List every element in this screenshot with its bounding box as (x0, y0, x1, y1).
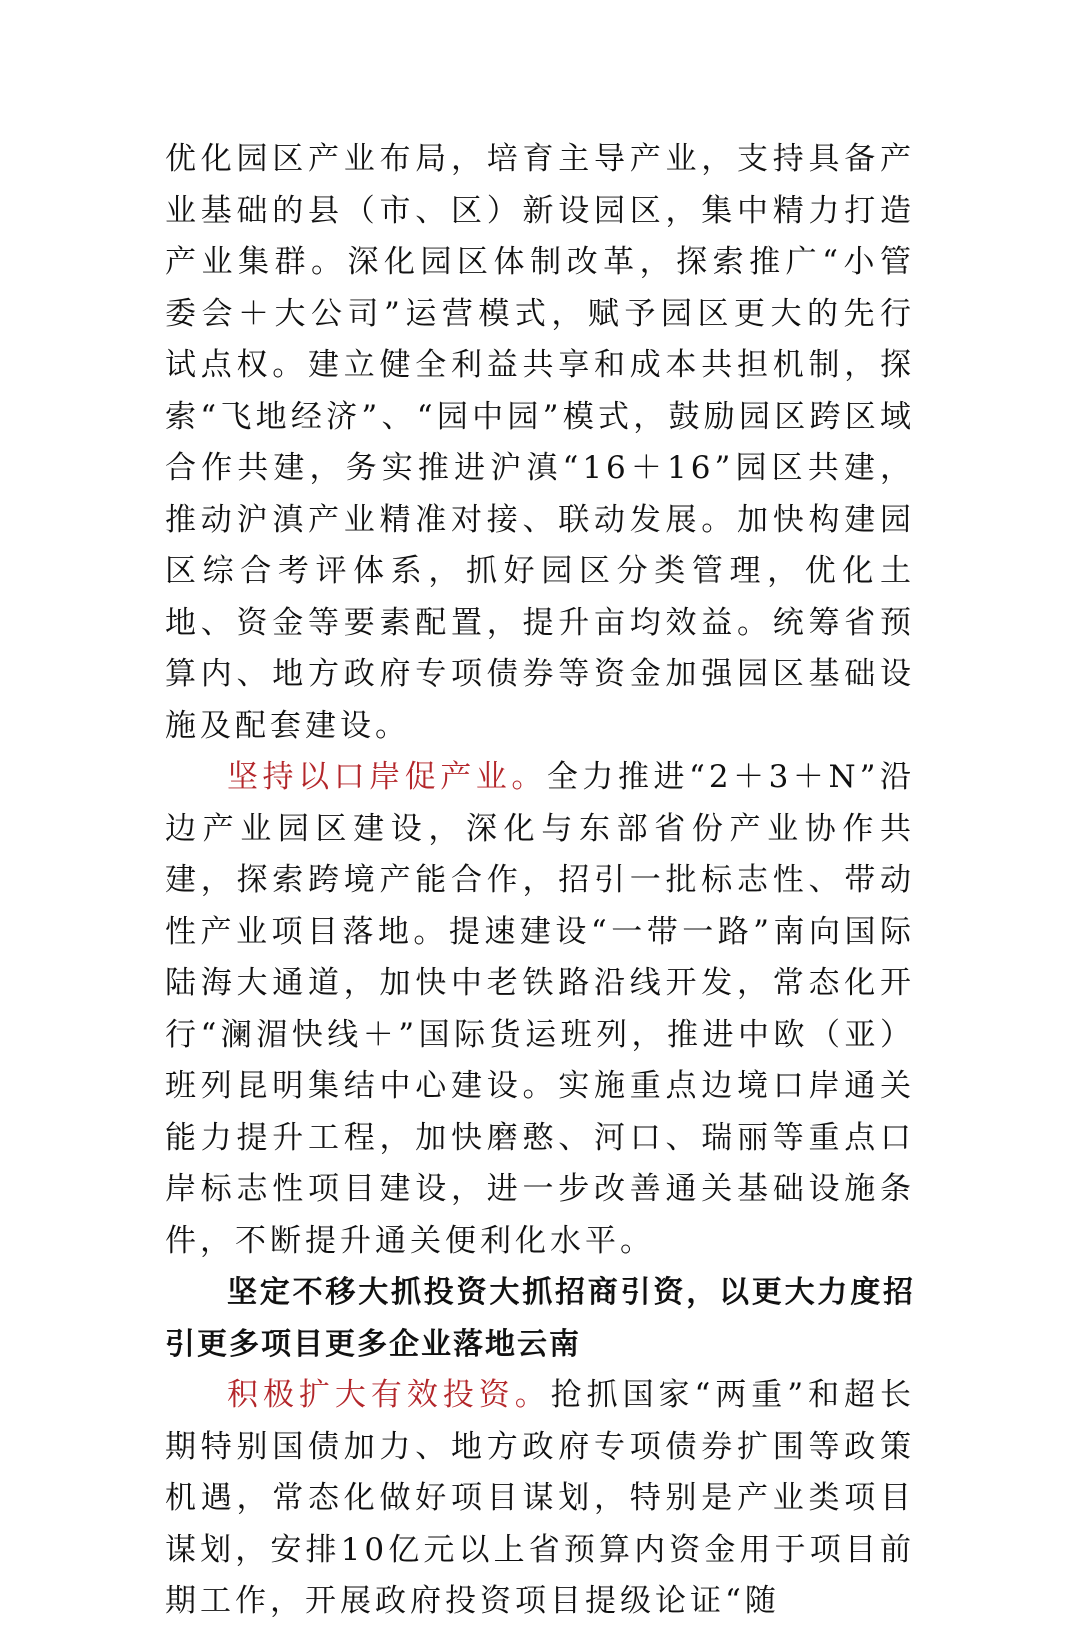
document-body (165, 134, 915, 1628)
paragraph-effective-investment-body: 抢抓国家“两重”和超长期特别国债加力、地方政府专项债券扩围等政策机遇，常态化做好项目谋划，特别是产业类项目谋划，安排10亿元以上省预算内资金用于项目前期工作，开展政府投资项目提级论证“随 (165, 1377, 915, 1619)
paragraph-effective-investment (165, 1370, 915, 1628)
paragraph-park-layout: 优化园区产业布局，培育主导产业，支持具备产业基础的县（市、区）新设园区，集中精力打造产业集群。深化园区体制改革，探索推广“小管委会＋大公司”运营模式，赋予园区更大的先行试点权。建立健全利益共享和成本共担机制，探索“飞地经济”、“园中园”模式，鼓励园区跨区域合作共建，务实推进沪滇“16＋16”园区共建，推动沪滇产业精准对接、联动发展。加快构建园区综合考评体系，抓好园区分类管理，优化土地、资金等要素配置，提升亩均效益。统筹省预算内、地方政府专项债券等资金加强园区基础设施及配套建设。 (165, 141, 915, 744)
paragraph-port-industry-body: 全力推进“2＋3＋N”沿边产业园区建设，深化与东部省份产业协作共建，探索跨境产能合作，招引一批标志性、带动性产业项目落地。提速建设“一带一路”南向国际陆海大通道，加快中老铁路沿线开发，常态化开行“澜湄快线＋”国际货运班列，推进中欧（亚）班列昆明集结中心建设。实施重点边境口岸通关能力提升工程，加快磨憨、河口、瑞丽等重点口岸标志性项目建设，进一步改善通关基础设施条件，不断提升通关便利化水平。 (165, 759, 915, 1259)
paragraph-port-industry (165, 752, 915, 1267)
section-heading: 坚定不移大抓投资大抓招商引资，以更大力度招引更多项目更多企业落地云南 (165, 1275, 915, 1362)
lead-phrase-effective-investment: 积极扩大有效投资。 (227, 1377, 551, 1413)
lead-phrase-port-industry: 坚持以口岸促产业。 (227, 759, 547, 795)
